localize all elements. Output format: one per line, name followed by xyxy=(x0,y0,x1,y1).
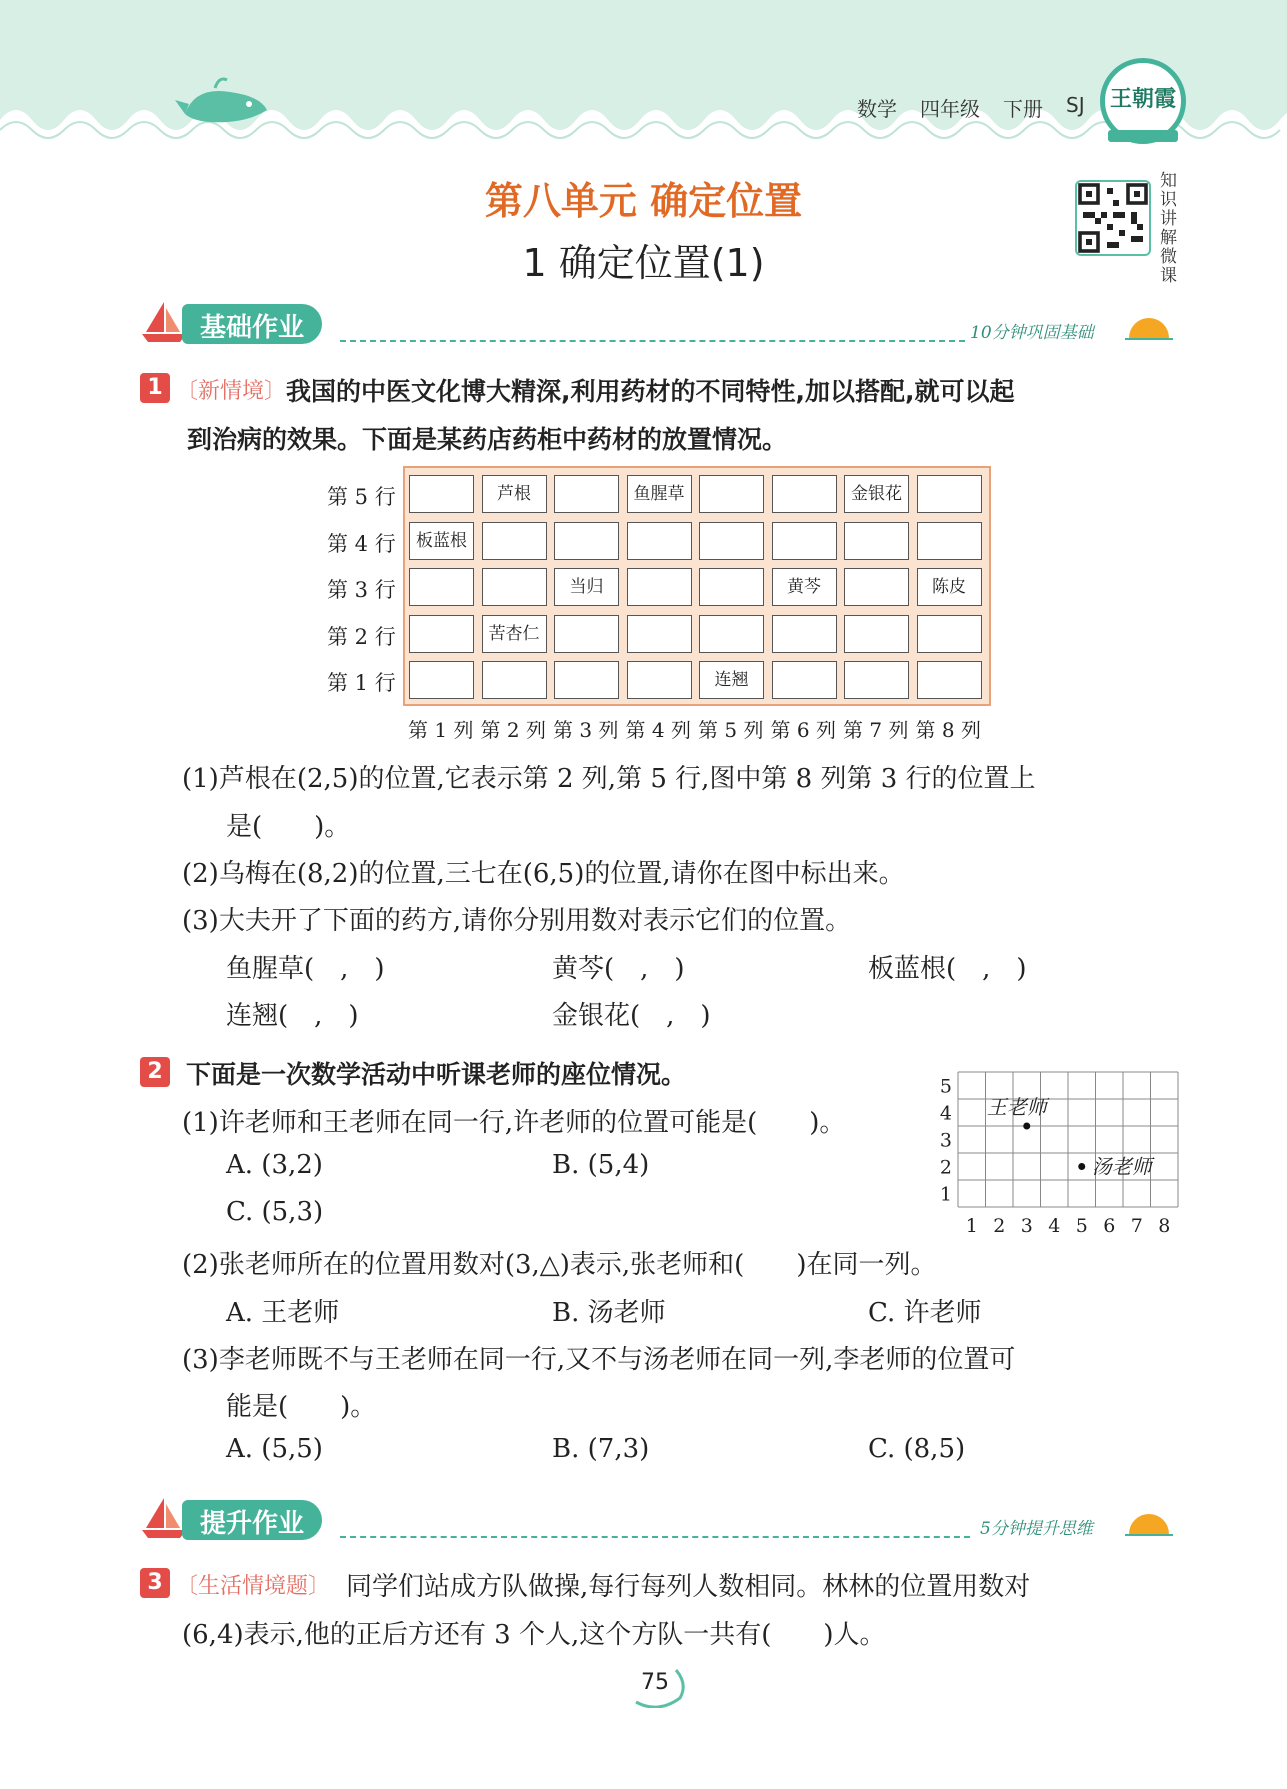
q2-part1-option-c: C. (5,3) xyxy=(226,1197,324,1227)
cabinet-cell-empty xyxy=(699,568,764,606)
plot-x-tick: 6 xyxy=(1103,1215,1116,1237)
cabinet-row-label: 第 5 行 xyxy=(327,485,396,509)
section-advanced-tip: 5分钟提升思维 xyxy=(980,1519,1093,1539)
cabinet-column-label: 第 8 列 xyxy=(915,718,981,742)
cabinet-cell-filled: 鱼腥草 xyxy=(627,475,692,513)
q1-answer-jinyinhua: 金银花( , ) xyxy=(552,1001,711,1031)
cabinet-cell-empty xyxy=(917,522,982,560)
cabinet-cell-empty xyxy=(844,661,909,699)
q2-part2-option-a: A. 王老师 xyxy=(226,1298,340,1328)
cabinet-column-label: 第 5 列 xyxy=(698,718,764,742)
q1-sub3: (3)大夫开了下面的药方,请你分别用数对表示它们的位置。 xyxy=(182,906,852,936)
teacher-seat-plot xyxy=(940,1068,1180,1238)
cabinet-cell-empty xyxy=(627,522,692,560)
q2-part2: (2)张老师所在的位置用数对(3,△)表示,张老师和( )在同一列。 xyxy=(182,1250,937,1280)
sunrise-icon xyxy=(1125,1510,1173,1536)
q1-sub1-line2: 是( )。 xyxy=(226,812,351,842)
brand-name: 王朝霞 xyxy=(1110,86,1177,112)
section-advanced-label: 提升作业 xyxy=(182,1500,322,1540)
cabinet-cell-filled: 芦根 xyxy=(482,475,547,513)
question-3-number: 3 xyxy=(140,1568,170,1598)
cabinet-cell-empty xyxy=(409,661,474,699)
question-2-number: 2 xyxy=(140,1057,170,1087)
plot-y-tick: 5 xyxy=(940,1075,952,1098)
plot-y-tick: 2 xyxy=(940,1156,952,1179)
q2-part1-option-b: B. (5,4) xyxy=(552,1150,650,1180)
cabinet-cell-filled: 陈皮 xyxy=(917,568,982,606)
question-3-text-line1: 同学们站成方队做操,每行每列人数相同。林林的位置用数对 xyxy=(346,1572,1031,1602)
cabinet-cell-empty xyxy=(772,522,837,560)
question-1-text-line2: 到治病的效果。下面是某药店药柜中药材的放置情况。 xyxy=(187,425,788,454)
cabinet-cell-empty xyxy=(917,661,982,699)
q2-part2-option-c: C. 许老师 xyxy=(868,1298,982,1328)
qr-code[interactable] xyxy=(1075,180,1151,256)
q2-part2-option-b: B. 汤老师 xyxy=(552,1298,666,1328)
whale-icon xyxy=(175,74,275,130)
cabinet-cell-empty xyxy=(409,568,474,606)
plot-x-tick: 5 xyxy=(1075,1215,1088,1237)
section-basic-divider xyxy=(340,340,965,342)
cabinet-column-label: 第 3 列 xyxy=(553,718,619,742)
plot-point-label: 王老师 xyxy=(986,1095,1047,1119)
section-advanced-divider xyxy=(340,1536,970,1538)
plot-y-tick: 4 xyxy=(940,1102,952,1125)
q1-sub2: (2)乌梅在(8,2)的位置,三七在(6,5)的位置,请你在图中标出来。 xyxy=(182,859,905,889)
sunrise-icon xyxy=(1125,314,1173,340)
header-grade: 四年级 xyxy=(920,97,980,121)
plot-point xyxy=(1078,1163,1085,1170)
header-term: 下册 xyxy=(1003,97,1043,121)
cabinet-column-label: 第 4 列 xyxy=(625,718,691,742)
q2-part3-option-a: A. (5,5) xyxy=(226,1434,323,1464)
plot-point xyxy=(1023,1123,1030,1130)
cabinet-cell-filled: 金银花 xyxy=(844,475,909,513)
section-basic-label: 基础作业 xyxy=(182,304,322,344)
plot-x-tick: 3 xyxy=(1020,1215,1033,1237)
q1-answer-lianqiao: 连翘( , ) xyxy=(226,1001,359,1031)
cabinet-cell-empty xyxy=(844,615,909,653)
qr-pattern-icon xyxy=(1077,182,1149,254)
question-1-text-line1: 我国的中医文化博大精深,利用药材的不同特性,加以搭配,就可以起 xyxy=(286,377,1015,406)
lesson-title: 1 确定位置(1) xyxy=(522,241,765,285)
brand-ribbon xyxy=(1108,130,1178,142)
q2-part3-line1: (3)李老师既不与王老师在同一行,又不与汤老师在同一列,李老师的位置可 xyxy=(182,1345,1016,1375)
question-1-number: 1 xyxy=(140,373,170,403)
cabinet-cell-empty xyxy=(554,522,619,560)
q1-answer-banlangen: 板蓝根( , ) xyxy=(868,954,1027,984)
section-basic-tip: 10分钟巩固基础 xyxy=(970,323,1094,343)
cabinet-row-label: 第 4 行 xyxy=(327,531,396,556)
cabinet-cell-empty xyxy=(409,475,474,513)
cabinet-cell-empty xyxy=(409,615,474,653)
cabinet-cell-empty xyxy=(844,522,909,560)
cabinet-column-label: 第 1 列 xyxy=(408,718,474,742)
plot-x-tick: 8 xyxy=(1158,1215,1171,1237)
q1-answer-huangqin: 黄芩( , ) xyxy=(552,954,685,984)
plot-y-tick: 1 xyxy=(940,1183,952,1206)
question-2-text: 下面是一次数学活动中听课老师的座位情况。 xyxy=(186,1060,687,1089)
cabinet-row-label: 第 2 行 xyxy=(327,624,396,649)
q1-sub1-line1: (1)芦根在(2,5)的位置,它表示第 2 列,第 5 行,图中第 8 列第 3 行的位置上 xyxy=(182,764,1036,794)
q2-part1: (1)许老师和王老师在同一行,许老师的位置可能是( )。 xyxy=(182,1108,846,1138)
cabinet-cell-empty xyxy=(699,615,764,653)
plot-x-tick: 4 xyxy=(1048,1215,1061,1237)
cabinet-cell-filled: 连翘 xyxy=(699,661,764,699)
cabinet-cell-empty xyxy=(772,475,837,513)
cabinet-cell-empty xyxy=(554,661,619,699)
cabinet-cell-empty xyxy=(627,615,692,653)
cabinet-cell-empty xyxy=(772,615,837,653)
header-subject: 数学 xyxy=(857,97,897,121)
cabinet-cell-empty xyxy=(844,568,909,606)
cabinet-cell-empty xyxy=(699,522,764,560)
cabinet-column-label: 第 6 列 xyxy=(770,718,836,742)
plot-x-tick: 1 xyxy=(965,1215,978,1237)
cabinet-cell-filled: 板蓝根 xyxy=(409,522,474,560)
cabinet-cell-filled: 苦杏仁 xyxy=(482,615,547,653)
sailboat-icon xyxy=(140,298,188,346)
cabinet-cell-filled: 当归 xyxy=(554,568,619,606)
cabinet-cell-empty xyxy=(482,522,547,560)
plot-x-tick: 2 xyxy=(993,1215,1006,1237)
question-1-tag: 〔新情境〕 xyxy=(176,379,287,404)
cabinet-cell-empty xyxy=(772,661,837,699)
q2-part3-option-c: C. (8,5) xyxy=(868,1434,966,1464)
header-edition: SJ xyxy=(1066,93,1085,117)
cabinet-column-label: 第 2 列 xyxy=(480,718,546,742)
q2-part1-option-a: A. (3,2) xyxy=(226,1150,323,1180)
q2-part3-line2: 能是( )。 xyxy=(226,1392,377,1422)
cabinet-cell-empty xyxy=(917,475,982,513)
q1-answer-yuxingcao: 鱼腥草( , ) xyxy=(226,954,385,984)
cabinet-row-label: 第 3 行 xyxy=(327,578,396,602)
cabinet-column-label: 第 7 列 xyxy=(843,718,909,742)
cabinet-cell-empty xyxy=(554,475,619,513)
plot-y-tick: 3 xyxy=(940,1129,952,1152)
cabinet-cell-empty xyxy=(482,568,547,606)
cabinet-cell-empty xyxy=(482,661,547,699)
plot-point-label: 汤老师 xyxy=(1091,1154,1152,1179)
plot-x-tick: 7 xyxy=(1130,1215,1143,1237)
question-3-text-line2: (6,4)表示,他的正后方还有 3 个人,这个方队一共有( )人。 xyxy=(182,1620,886,1650)
cabinet-row-label: 第 1 行 xyxy=(327,671,396,695)
cabinet-cell-empty xyxy=(627,568,692,606)
cabinet-cell-filled: 黄芩 xyxy=(772,568,837,606)
cabinet-cell-empty xyxy=(917,615,982,653)
cabinet-cell-empty xyxy=(627,661,692,699)
qr-side-label: 知识讲解微课 xyxy=(1160,171,1177,286)
cabinet-cell-empty xyxy=(554,615,619,653)
q2-part3-option-b: B. (7,3) xyxy=(552,1434,650,1464)
page-number: 75 xyxy=(641,1670,669,1695)
cabinet-cell-empty xyxy=(699,475,764,513)
unit-title: 第八单元 确定位置 xyxy=(484,179,803,223)
question-3-tag: 〔生活情境题〕 xyxy=(176,1574,331,1599)
sailboat-icon xyxy=(140,1494,188,1542)
